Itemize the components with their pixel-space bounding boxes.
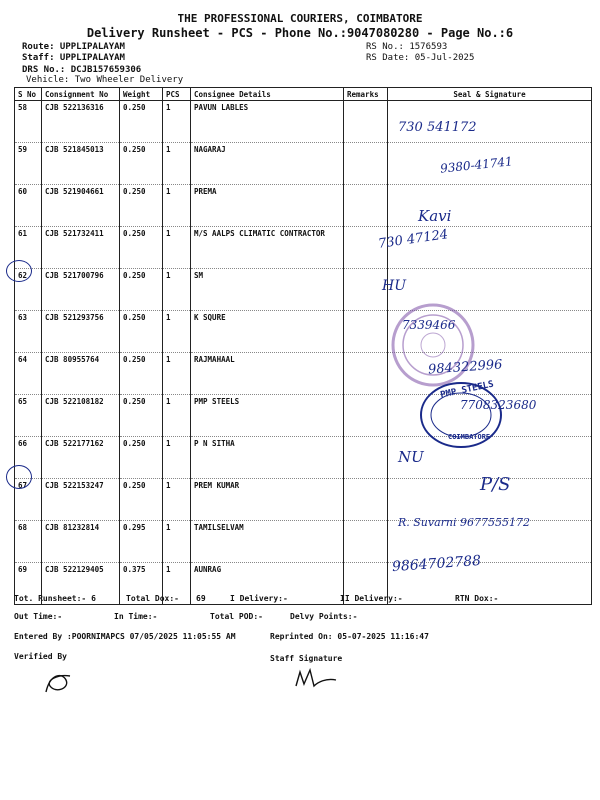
cell-consignment: CJB 522136316 — [42, 101, 120, 143]
rs-date: RS Date: 05-Jul-2025 — [366, 53, 475, 63]
signature-63: 7339466 — [402, 318, 456, 332]
cell-consignee: AUNRAG — [191, 563, 344, 605]
signature-58: 730 541172 — [398, 120, 477, 135]
company-name: THE PROFESSIONAL COURIERS, COIMBATORE — [177, 12, 423, 25]
cell-consignee: M/S AALPS CLIMATIC CONTRACTOR — [191, 227, 344, 269]
cell-weight: 0.375 — [120, 563, 163, 605]
cell-consignee: PREMA — [191, 185, 344, 227]
cell-sno: 62 — [15, 269, 42, 311]
cell-sno: 63 — [15, 311, 42, 353]
total-pod: Total POD:- — [210, 612, 263, 621]
verifier-signature — [40, 668, 76, 698]
cell-sno: 65 — [15, 395, 42, 437]
col-remarks: Remarks — [344, 88, 388, 101]
table-row — [15, 311, 592, 353]
cell-pcs: 1 — [163, 521, 191, 563]
drs-number: DRS No.: DCJB157659306 — [22, 65, 142, 75]
table-row — [15, 353, 592, 395]
table-row — [15, 269, 592, 311]
stamp-city: COIMBATORE — [448, 433, 491, 441]
in-time: In Time:- — [114, 612, 158, 621]
col-consignment: Consignment No — [42, 88, 120, 101]
cell-remarks — [344, 353, 388, 395]
signature-64: 984322996 — [427, 357, 503, 378]
cell-consignee: SM — [191, 269, 344, 311]
cell-weight: 0.250 — [120, 479, 163, 521]
table-header-row — [15, 88, 592, 101]
cell-sno: 60 — [15, 185, 42, 227]
cell-consignment: CJB 81232814 — [42, 521, 120, 563]
cell-weight: 0.295 — [120, 521, 163, 563]
cell-sno: 58 — [15, 101, 42, 143]
signature-61: 730 47124 — [377, 227, 450, 252]
cell-sno: 59 — [15, 143, 42, 185]
cell-consignee: PMP STEELS — [191, 395, 344, 437]
cell-sno: 66 — [15, 437, 42, 479]
cell-weight: 0.250 — [120, 227, 163, 269]
cell-weight: 0.250 — [120, 437, 163, 479]
reprinted-on: Reprinted On: 05-07-2025 11:16:47 — [270, 632, 429, 641]
staff-signature — [292, 664, 340, 692]
cell-pcs: 1 — [163, 185, 191, 227]
col-sno: S No — [15, 88, 42, 101]
delvy-points: Delvy Points:- — [290, 612, 358, 621]
cell-consignment: CJB 521904661 — [42, 185, 120, 227]
cell-sno: 68 — [15, 521, 42, 563]
cell-weight: 0.250 — [120, 185, 163, 227]
cell-remarks — [344, 269, 388, 311]
cell-pcs: 1 — [163, 143, 191, 185]
cell-consignee: TAMILSELVAM — [191, 521, 344, 563]
staff-signature-label: Staff Signature — [270, 654, 343, 663]
cell-pcs: 1 — [163, 269, 191, 311]
cell-consignee: RAJMAHAAL — [191, 353, 344, 395]
cell-sno: 64 — [15, 353, 42, 395]
cell-remarks — [344, 395, 388, 437]
total-dox-label: Total Dox:- — [126, 594, 179, 603]
stamp-text: PMP STEELS — [439, 379, 495, 401]
cell-pcs: 1 — [163, 311, 191, 353]
cell-remarks — [344, 521, 388, 563]
cell-pcs: 1 — [163, 227, 191, 269]
row-mark-circle — [6, 465, 32, 489]
i-delivery: I Delivery:- — [230, 594, 288, 603]
col-weight: Weight — [120, 88, 163, 101]
signature-65: 7708323680 — [460, 398, 537, 412]
cell-consignment: CJB 521293756 — [42, 311, 120, 353]
cell-weight: 0.250 — [120, 395, 163, 437]
rtn-dox: RTN Dox:- — [455, 594, 499, 603]
cell-weight: 0.250 — [120, 311, 163, 353]
route: Route: UPPLIPALAYAM — [22, 42, 125, 52]
cell-consignee: K SQURE — [191, 311, 344, 353]
signature-59: 9380-41741 — [439, 154, 514, 176]
signature-69: 9864702788 — [391, 552, 482, 576]
cell-sno: 69 — [15, 563, 42, 605]
col-pcs: PCS — [163, 88, 191, 101]
cell-consignment: CJB 521845013 — [42, 143, 120, 185]
cell-consignee: PREM KUMAR — [191, 479, 344, 521]
table-row — [15, 101, 592, 143]
table-row — [15, 227, 592, 269]
cell-pcs: 1 — [163, 479, 191, 521]
staff: Staff: UPPLIPALAYAM — [22, 53, 125, 63]
cell-pcs: 1 — [163, 437, 191, 479]
cell-consignment: CJB 522153247 — [42, 479, 120, 521]
cell-remarks — [344, 311, 388, 353]
cell-consignment: CJB 521732411 — [42, 227, 120, 269]
cell-consignment: CJB 522177162 — [42, 437, 120, 479]
cell-weight: 0.250 — [120, 269, 163, 311]
cell-pcs: 1 — [163, 395, 191, 437]
signature-62: HU — [382, 278, 407, 294]
cell-remarks — [344, 101, 388, 143]
cell-remarks — [344, 185, 388, 227]
total-runsheet: Tot. Runsheet:- 6 — [14, 594, 96, 603]
cell-weight: 0.250 — [120, 101, 163, 143]
row-mark-circle — [6, 260, 32, 282]
table-row — [15, 563, 592, 605]
signature-68: R. Suvarni 9677555172 — [398, 516, 531, 529]
cell-sno: 67 — [15, 479, 42, 521]
cell-remarks — [344, 143, 388, 185]
ii-delivery: II Delivery:- — [340, 594, 403, 603]
signature-66: NU — [398, 448, 424, 466]
total-dox-value: 69 — [196, 594, 206, 603]
entered-by: Entered By :POORNIMAPCS 07/05/2025 11:05:55 AM — [14, 632, 236, 641]
table-row — [15, 437, 592, 479]
cell-consignee: P N SITHA — [191, 437, 344, 479]
rs-number: RS No.: 1576593 — [366, 42, 448, 52]
cell-pcs: 1 — [163, 101, 191, 143]
verified-by: Verified By — [14, 652, 67, 661]
cell-pcs: 1 — [163, 353, 191, 395]
cell-consignee: PAVUN LABLES — [191, 101, 344, 143]
col-consignee: Consignee Details — [191, 88, 344, 101]
cell-consignment: CJB 80955764 — [42, 353, 120, 395]
signature-60: Kavi — [418, 207, 452, 225]
vehicle: Vehicle: Two Wheeler Delivery — [26, 75, 184, 85]
runsheet-title: Delivery Runsheet - PCS - Phone No.:9047080280 - Page No.:6 — [86, 26, 514, 40]
cell-remarks — [344, 479, 388, 521]
cell-weight: 0.250 — [120, 353, 163, 395]
table-row — [15, 185, 592, 227]
cell-pcs: 1 — [163, 563, 191, 605]
cell-consignment: CJB 522129405 — [42, 563, 120, 605]
cell-sno: 61 — [15, 227, 42, 269]
cell-consignment: CJB 522108182 — [42, 395, 120, 437]
col-seal-signature: Seal & Signature — [388, 88, 592, 101]
cell-consignee: NAGARAJ — [191, 143, 344, 185]
out-time: Out Time:- — [14, 612, 63, 621]
cell-consignment: CJB 521700796 — [42, 269, 120, 311]
signature-67: P/S — [480, 474, 511, 495]
cell-remarks — [344, 437, 388, 479]
cell-weight: 0.250 — [120, 143, 163, 185]
